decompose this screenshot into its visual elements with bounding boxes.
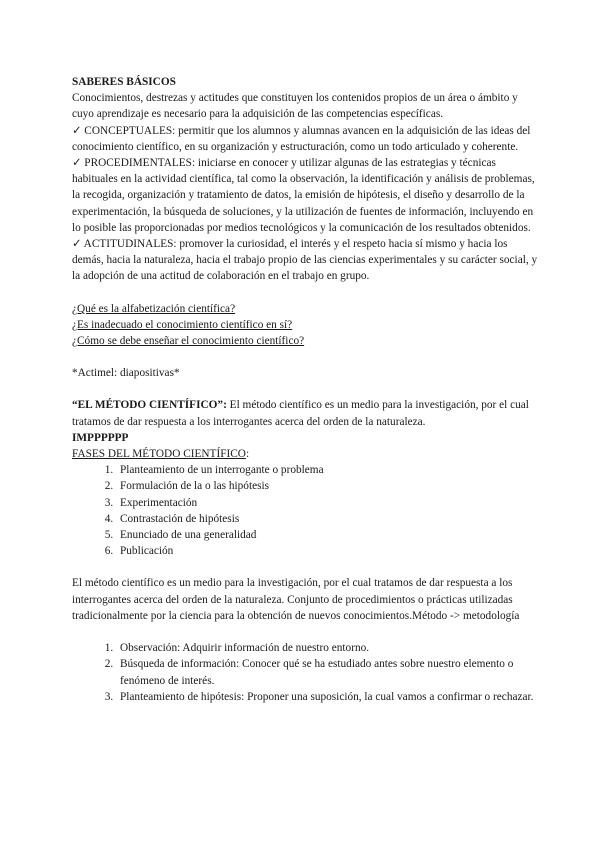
question-ensenar: ¿Cómo se debe enseñar el conocimiento científico? — [72, 335, 305, 348]
list-item: 5. Enunciado de una generalidad — [116, 527, 540, 543]
question-alfabetizacion: ¿Qué es la alfabetización científica? — [72, 302, 236, 315]
list-item: 4. Contrastación de hipótesis — [116, 511, 540, 527]
fases-heading — [72, 446, 540, 462]
saberes-title: SABERES BÁSICOS — [72, 76, 176, 88]
list-item: 2. Formulación de la o las hipótesis — [116, 478, 540, 494]
fases-list — [72, 462, 540, 559]
list-item: 1. Planteamiento de un interrogante o problema — [116, 462, 540, 478]
actimel-note: *Actimel: diapositivas* — [72, 367, 180, 380]
actitudinales-paragraph: ✓ ACTITUDINALES: promover la curiosidad, el interés y el respeto hacia sí mismo y hacia los demás, hacia la naturaleza, hacia el trabajo propio de las ciencias experimentales y su carácter social, y la adopción de una actitud de colaboración en el trabajo en grupo. — [72, 238, 538, 283]
procedimentales-paragraph: ✓ PROCEDIMENTALES: iniciarse en conocer y utilizar algunas de las estrategias y técnicas habituales en la actividad científica, tal como la observación, la identificación y análisis de problemas, la recogida, organización y tratamiento de datos, la emisión de hipótesis, el diseño y desarrollo de la experimentación, la búsqueda de soluciones, y la utilización de fuentes de información, incluyendo en lo posible las proporcionadas por medios tecnológicos y la comunicación de los resultados obtenidos. — [72, 157, 535, 234]
steps-list — [72, 640, 540, 705]
list-item: 2. Búsqueda de información: Conocer qué se ha estudiado antes sobre nuestro elemento o fenómeno de interés. — [116, 656, 540, 688]
question-inadecuado: ¿Es inadecuado el conocimiento científico en sí? — [72, 318, 293, 331]
list-item: 3. Planteamiento de hipótesis: Proponer una suposición, la cual vamos a confirmar o rechazar. — [116, 689, 540, 705]
fases-colon: : — [245, 448, 250, 461]
metodo-definition-text: El método científico es un medio para la investigación, por el cual tratamos de dar respuesta a los interrogantes acerca del orden de la naturaleza. — [72, 399, 529, 428]
saberes-intro: Conocimientos, destrezas y actitudes que constituyen los contenidos propios de un área o ámbito y cuyo aprendizaje es necesario para la adquisición de las competencias específicas. — [72, 92, 518, 121]
list-item: 6. Publicación — [116, 543, 540, 559]
fases-title: FASES DEL MÉTODO CIENTÍFICO — [72, 448, 246, 461]
question-list — [72, 301, 540, 350]
metodo-term: “EL MÉTODO CIENTÍFICO”: — [72, 399, 227, 412]
conceptuales-paragraph: ✓ CONCEPTUALES: permitir que los alumnos y alumnas avancen en la adquisición de las ideas del conocimiento científico, en su organización y estructuración, como un todo articulado y coherente. — [72, 124, 531, 153]
imp-note: IMPPPPPP — [72, 431, 129, 444]
list-item: 1. Observación: Adquirir información de nuestro entorno. — [116, 640, 540, 656]
list-item: 3. Experimentación — [116, 495, 540, 511]
metodo-paragraph: El método científico es un medio para la investigación, por el cual tratamos de dar respuesta a los interrogantes acerca del orden de la naturaleza. Conjunto de procedimientos o prácticas utilizadas tradicionalmente por la ciencia para la obtención de nuevos conocimientos.Método -> metodología — [72, 577, 520, 622]
metodo-definition — [72, 397, 540, 429]
